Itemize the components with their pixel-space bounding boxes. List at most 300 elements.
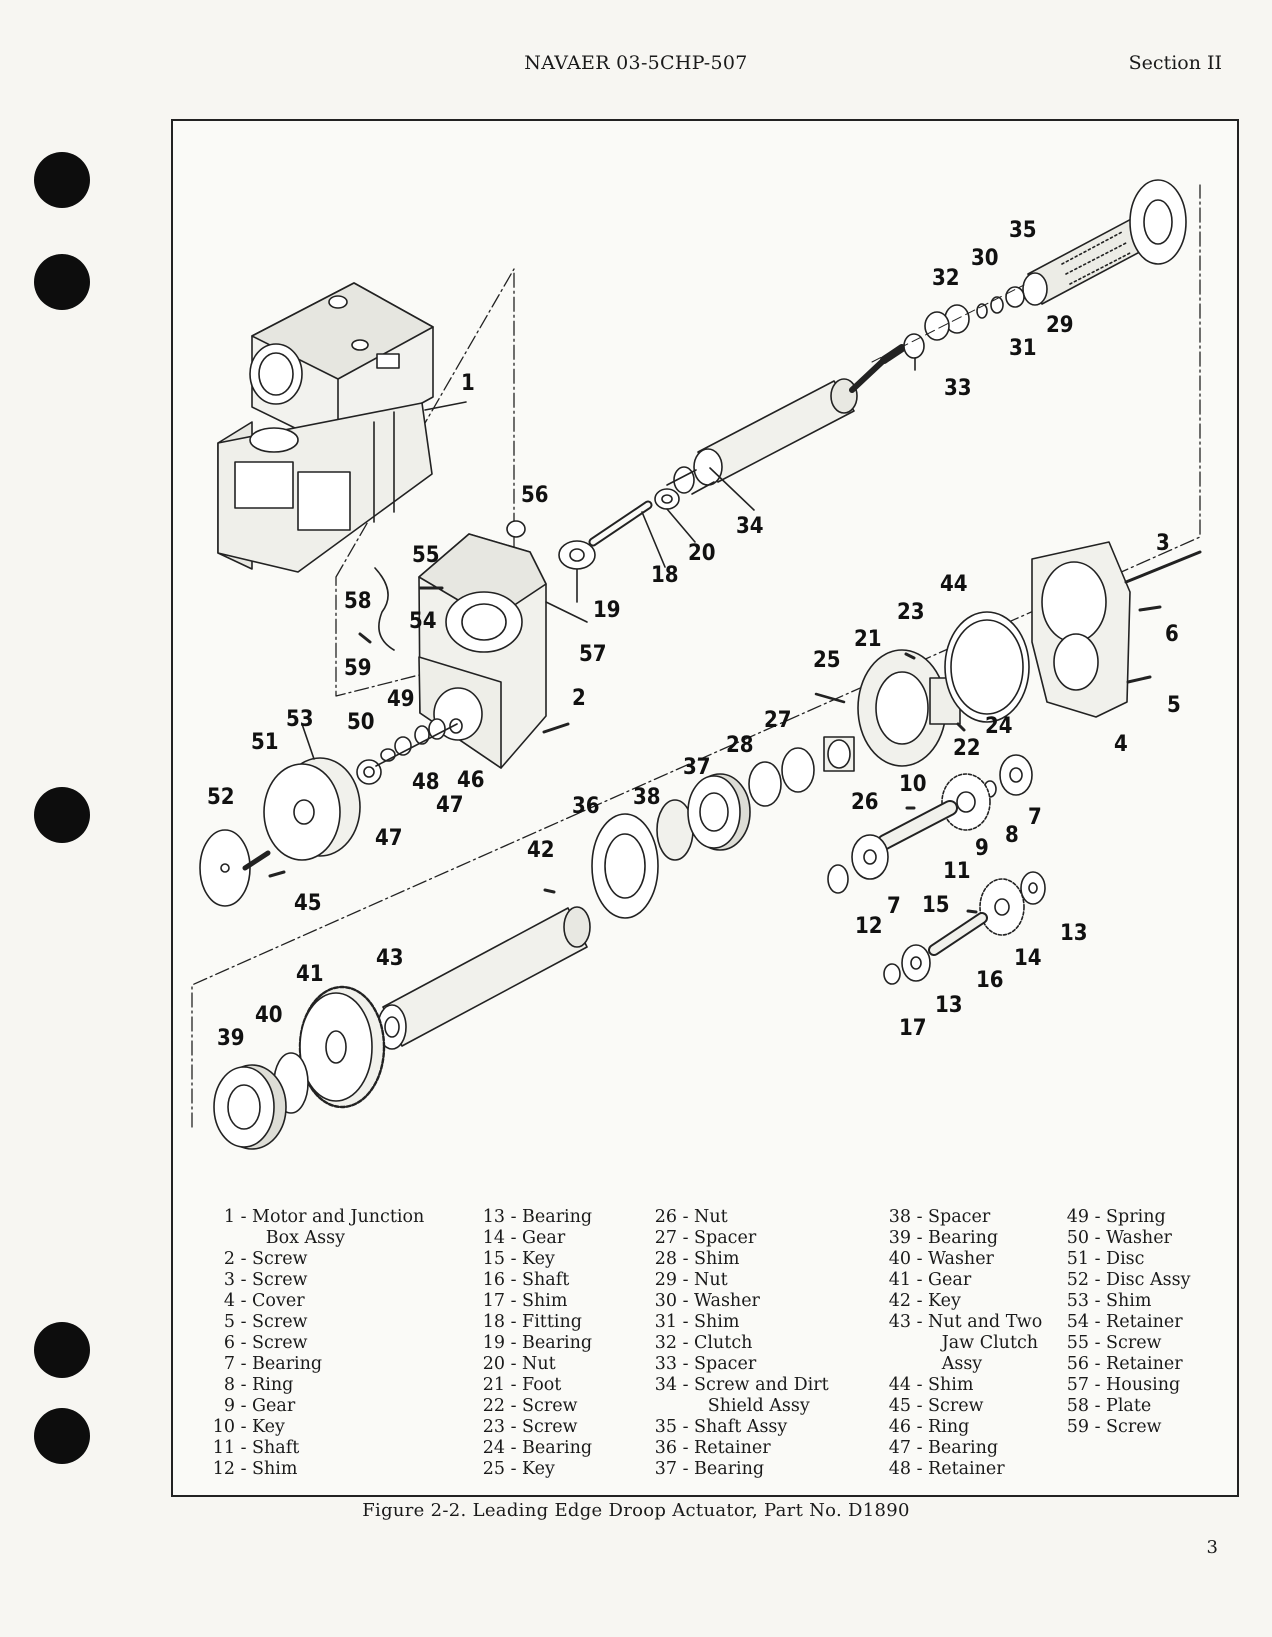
legend-item (205, 1333, 424, 1354)
legend-item-number: 6 (223, 1333, 235, 1353)
legend-item-name: Screw (252, 1333, 308, 1353)
legend-item (475, 1438, 592, 1459)
legend-item-number: 51 (1066, 1249, 1089, 1269)
legend-item-separator: - (1089, 1333, 1107, 1353)
legend-item-number: 32 (654, 1333, 677, 1353)
legend-item-name: Shaft Assy (694, 1417, 788, 1437)
shim-28 (749, 762, 781, 806)
legend-item-separator: - (235, 1459, 253, 1479)
legend-item-number: 25 (482, 1459, 505, 1479)
legend-item-separator: - (235, 1291, 253, 1311)
legend-item-number: 55 (1066, 1333, 1089, 1353)
legend-item (647, 1312, 829, 1333)
legend-item-number: 46 (888, 1417, 911, 1437)
callout-23: 23 (897, 600, 925, 625)
page-number: 3 (1206, 1537, 1218, 1558)
legend-item-number: 19 (482, 1333, 505, 1353)
callout-9: 9 (975, 836, 989, 861)
legend-item (1059, 1249, 1191, 1270)
figure-caption: Figure 2-2. Leading Edge Droop Actuator, Part No. D1890 (362, 1500, 910, 1521)
legend-item-separator: - (677, 1459, 695, 1479)
legend-item-separator: - (235, 1438, 253, 1458)
spacer-27 (782, 748, 814, 792)
callout-3: 3 (1156, 531, 1170, 556)
legend-item-name: Spacer (928, 1207, 991, 1227)
legend-item (881, 1354, 1042, 1375)
callout-14: 14 (1014, 946, 1042, 971)
figure-frame (171, 119, 1239, 1497)
legend-item-separator: - (1089, 1249, 1107, 1269)
legend-item-separator (677, 1396, 694, 1416)
legend-item-name: Plate (1106, 1396, 1152, 1416)
binder-hole (34, 1408, 90, 1464)
legend-item-number: 12 (212, 1459, 235, 1479)
legend-item (475, 1417, 592, 1438)
legend-item-number: 42 (888, 1291, 911, 1311)
callout-13-upper: 13 (1060, 921, 1088, 946)
legend-item (1059, 1375, 1191, 1396)
legend-item-number: 20 (482, 1354, 505, 1374)
legend-item (647, 1459, 829, 1480)
legend-item-name: Ring (928, 1417, 970, 1437)
legend-item (647, 1333, 829, 1354)
legend-item-name: Jaw Clutch (941, 1333, 1039, 1353)
legend-item-number: 30 (654, 1291, 677, 1311)
callout-47-right: 47 (375, 826, 403, 851)
callout-45: 45 (294, 891, 322, 916)
legend-item-number: 23 (482, 1417, 505, 1437)
legend-item-number: 50 (1066, 1228, 1089, 1248)
legend-item (205, 1291, 424, 1312)
legend-item (205, 1438, 424, 1459)
callout-29: 29 (1046, 313, 1074, 338)
legend-item-name: Spring (1106, 1207, 1166, 1227)
callout-58: 58 (344, 589, 372, 614)
legend-item-number: 5 (223, 1312, 235, 1332)
legend-item (205, 1270, 424, 1291)
jaw-clutch-assy-43 (378, 907, 590, 1049)
legend-item (881, 1396, 1042, 1417)
legend-item-name: Screw (1106, 1417, 1162, 1437)
legend-item-name: Screw (252, 1249, 308, 1269)
retainer-36 (592, 814, 658, 918)
legend-item-name: Bearing (694, 1459, 765, 1479)
legend-item-separator: - (677, 1417, 695, 1437)
legend-item-separator: - (911, 1207, 929, 1227)
legend-item-number: 9 (223, 1396, 235, 1416)
legend-item-name: Key (928, 1291, 961, 1311)
legend-item-name: Screw and Dirt (694, 1375, 829, 1395)
binder-hole (34, 254, 90, 310)
legend-item-name: Washer (1106, 1228, 1172, 1248)
legend-item (1059, 1312, 1191, 1333)
callout-56: 56 (521, 483, 549, 508)
legend-item-number: 41 (888, 1270, 911, 1290)
legend-item-number: 8 (223, 1375, 235, 1395)
legend-item-separator (911, 1333, 928, 1353)
callout-25: 25 (813, 648, 841, 673)
legend-item (475, 1375, 592, 1396)
screw-dirt-shield-assy (667, 348, 902, 494)
legend-item-separator: - (505, 1417, 523, 1437)
legend-item-name: Nut (694, 1207, 728, 1227)
legend-item-separator: - (911, 1228, 929, 1248)
legend-item-name: Housing (1106, 1375, 1181, 1395)
legend-item-number: 59 (1066, 1417, 1089, 1437)
legend-item (205, 1417, 424, 1438)
legend-item-separator: - (911, 1396, 929, 1416)
legend-item-name: Screw (252, 1312, 308, 1332)
legend-item-number: 16 (482, 1270, 505, 1290)
callout-21: 21 (854, 627, 882, 652)
legend-item-name: Bearing (522, 1438, 593, 1458)
callout-13-lower: 13 (935, 993, 963, 1018)
callout-49: 49 (387, 687, 415, 712)
legend-item-separator: - (1089, 1396, 1107, 1416)
binder-hole (34, 787, 90, 843)
callout-31: 31 (1009, 336, 1037, 361)
legend-item (1059, 1291, 1191, 1312)
legend-item-name: Retainer (1106, 1354, 1183, 1374)
legend-item-name: Disc (1106, 1249, 1145, 1269)
legend-item-separator: - (911, 1417, 929, 1437)
legend-item (647, 1417, 829, 1438)
legend-item-separator: - (235, 1375, 253, 1395)
callout-20: 20 (688, 541, 716, 566)
legend-item-number: 3 (223, 1270, 235, 1290)
legend-item-number: 15 (482, 1249, 505, 1269)
legend-item-separator: - (677, 1312, 695, 1332)
callout-34: 34 (736, 514, 764, 539)
shim-17 (884, 964, 900, 984)
legend-item-number: 56 (1066, 1354, 1089, 1374)
callout-47-left: 47 (436, 793, 464, 818)
legend-item-number: 31 (654, 1312, 677, 1332)
legend-item-number: 17 (482, 1291, 505, 1311)
nut-20 (655, 489, 679, 509)
shim-44 (945, 612, 1029, 722)
legend-item-separator: - (677, 1249, 695, 1269)
legend-item-name: Shim (522, 1291, 568, 1311)
legend-item (881, 1333, 1042, 1354)
legend-item (881, 1270, 1042, 1291)
bearing-37 (688, 774, 750, 850)
legend-item (205, 1459, 424, 1480)
legend-item-name: Gear (522, 1228, 566, 1248)
plate-58 (375, 568, 394, 650)
callout-24: 24 (985, 714, 1013, 739)
legend-item-name: Disc Assy (1106, 1270, 1191, 1290)
legend-item-name: Fitting (522, 1312, 582, 1332)
screw-6 (1140, 607, 1160, 610)
legend-item-separator: - (677, 1354, 695, 1374)
legend-item-name: Shaft (522, 1270, 570, 1290)
legend-item-number: 10 (212, 1417, 235, 1437)
legend-item-name: Shim (1106, 1291, 1152, 1311)
callout-7-upper: 7 (1028, 805, 1042, 830)
legend-item (205, 1396, 424, 1417)
callout-1: 1 (461, 371, 475, 396)
legend-item-number: 58 (1066, 1396, 1089, 1416)
callout-22: 22 (953, 736, 981, 761)
callout-36: 36 (572, 794, 600, 819)
callout-19: 19 (593, 598, 621, 623)
legend-item-separator: - (235, 1396, 253, 1416)
callout-30: 30 (971, 246, 999, 271)
legend-item-name: Shim (694, 1249, 740, 1269)
legend-item (205, 1312, 424, 1333)
callout-27: 27 (764, 708, 792, 733)
callout-32: 32 (932, 266, 960, 291)
legend-item-number: 39 (888, 1228, 911, 1248)
legend-item (475, 1354, 592, 1375)
legend-item-separator: - (235, 1417, 253, 1437)
legend-item (1059, 1270, 1191, 1291)
legend-item-number: 21 (482, 1375, 505, 1395)
callout-17: 17 (899, 1016, 927, 1041)
legend-item-number: 28 (654, 1249, 677, 1269)
screw-59 (360, 634, 370, 642)
legend-item-number: 24 (482, 1438, 505, 1458)
callout-52: 52 (207, 785, 235, 810)
callout-10: 10 (899, 772, 927, 797)
bearing-7-lower (852, 835, 888, 879)
legend-item-name: Washer (694, 1291, 760, 1311)
legend-item (881, 1291, 1042, 1312)
callout-2: 2 (572, 686, 586, 711)
legend-item (475, 1270, 592, 1291)
legend-item-name: Shim (928, 1375, 974, 1395)
callout-41: 41 (296, 962, 324, 987)
callout-59: 59 (344, 656, 372, 681)
legend-item-separator: - (505, 1438, 523, 1458)
legend-item-number: 13 (482, 1207, 505, 1227)
legend-item-number: 29 (654, 1270, 677, 1290)
callout-12: 12 (855, 914, 883, 939)
document-number: NAVAER 03-5CHP-507 (524, 52, 748, 74)
legend-item-number: 40 (888, 1249, 911, 1269)
legend-item-separator: - (677, 1291, 695, 1311)
legend-item-number: 57 (1066, 1375, 1089, 1395)
legend-item-separator: - (505, 1375, 523, 1395)
legend-item-name: Gear (252, 1396, 296, 1416)
legend-item-name: Spacer (694, 1354, 757, 1374)
legend-item-number: 35 (654, 1417, 677, 1437)
binder-hole (34, 1322, 90, 1378)
callout-57: 57 (579, 642, 607, 667)
legend-item (205, 1354, 424, 1375)
legend-item-separator: - (1089, 1354, 1107, 1374)
legend-item (647, 1396, 829, 1417)
legend-item-name: Ring (252, 1375, 294, 1395)
callout-33: 33 (944, 376, 972, 401)
callout-6: 6 (1165, 622, 1179, 647)
screw-3 (1126, 552, 1200, 582)
key-15 (968, 911, 976, 912)
legend-item-separator: - (505, 1396, 523, 1416)
key-42 (545, 890, 554, 892)
legend-item-separator: - (505, 1207, 523, 1227)
callout-38: 38 (633, 785, 661, 810)
clutch-32 (925, 305, 969, 340)
legend-item (205, 1207, 424, 1228)
legend-item-number: 1 (223, 1207, 235, 1227)
legend-item-name: Shaft (252, 1438, 300, 1458)
legend-item-separator: - (677, 1207, 695, 1227)
legend-item-separator: - (911, 1438, 929, 1458)
retainer-56 (507, 521, 525, 537)
legend-item (881, 1207, 1042, 1228)
legend-item (881, 1417, 1042, 1438)
callout-11: 11 (943, 859, 971, 884)
parts-legend (193, 1207, 1223, 1479)
legend-item (1059, 1396, 1191, 1417)
legend-item-number: 45 (888, 1396, 911, 1416)
gear-14 (980, 879, 1024, 935)
legend-item-name: Retainer (1106, 1312, 1183, 1332)
legend-item (647, 1354, 829, 1375)
legend-item-name: Bearing (252, 1354, 323, 1374)
legend-item-separator: - (1089, 1291, 1107, 1311)
legend-item-separator: - (677, 1270, 695, 1290)
legend-item-number: 34 (654, 1375, 677, 1395)
legend-item-name: Key (522, 1249, 555, 1269)
legend-item-number: 44 (888, 1375, 911, 1395)
legend-item (881, 1249, 1042, 1270)
legend-item-separator: - (505, 1459, 523, 1479)
legend-item-separator: - (911, 1291, 929, 1311)
legend-item (1059, 1207, 1191, 1228)
fitting-18 (559, 505, 648, 569)
callout-15: 15 (922, 893, 950, 918)
legend-item-separator: - (677, 1438, 695, 1458)
callout-4: 4 (1114, 732, 1128, 757)
nut-26 (824, 737, 854, 771)
legend-item-number: 36 (654, 1438, 677, 1458)
callout-44: 44 (940, 572, 968, 597)
bearing-39 (214, 1065, 286, 1149)
legend-item-separator: - (505, 1270, 523, 1290)
legend-item-separator (235, 1228, 252, 1248)
legend-item-name: Screw (928, 1396, 984, 1416)
legend-item-name: Bearing (928, 1228, 999, 1248)
legend-item (647, 1270, 829, 1291)
legend-item-number: 22 (482, 1396, 505, 1416)
legend-item-number: 37 (654, 1459, 677, 1479)
screw-2 (544, 724, 568, 732)
legend-item-separator: - (1089, 1312, 1107, 1332)
legend-item (475, 1291, 592, 1312)
legend-item-name: Shim (252, 1459, 298, 1479)
legend-item-separator: - (677, 1228, 695, 1248)
legend-item-name: Gear (928, 1270, 972, 1290)
legend-item-name: Bearing (928, 1438, 999, 1458)
legend-item-number: 54 (1066, 1312, 1089, 1332)
legend-item-separator: - (505, 1291, 523, 1311)
legend-item-separator: - (911, 1270, 929, 1290)
legend-item-number: 27 (654, 1228, 677, 1248)
legend-item-number: 26 (654, 1207, 677, 1227)
legend-item-name: Spacer (694, 1228, 757, 1248)
legend-item-separator: - (505, 1228, 523, 1248)
legend-item-name: Bearing (522, 1333, 593, 1353)
legend-item-separator: - (1089, 1375, 1107, 1395)
legend-item-separator: - (235, 1333, 253, 1353)
callout-40: 40 (255, 1003, 283, 1028)
callout-8: 8 (1005, 823, 1019, 848)
legend-item-separator: - (235, 1312, 253, 1332)
motor-junction-box (218, 283, 466, 572)
legend-item-name: Motor and Junction (252, 1207, 425, 1227)
callout-7-lower: 7 (887, 894, 901, 919)
legend-column-1 (205, 1207, 424, 1480)
disc-assy-52 (200, 830, 268, 906)
legend-item (881, 1438, 1042, 1459)
legend-item-name: Box Assy (265, 1228, 346, 1248)
legend-item-separator: - (677, 1375, 695, 1395)
legend-column-5 (1059, 1207, 1191, 1438)
legend-column-3 (647, 1207, 829, 1480)
callout-39: 39 (217, 1026, 245, 1051)
callout-50: 50 (347, 710, 375, 735)
legend-item-name: Clutch (694, 1333, 753, 1353)
legend-item (205, 1228, 424, 1249)
legend-item (881, 1228, 1042, 1249)
legend-item-name: Nut (694, 1270, 728, 1290)
legend-item-separator: - (1089, 1207, 1107, 1227)
legend-item (647, 1228, 829, 1249)
legend-item-name: Screw (252, 1270, 308, 1290)
legend-item-name: Shield Assy (707, 1396, 810, 1416)
callout-42: 42 (527, 838, 555, 863)
legend-item-number: 14 (482, 1228, 505, 1248)
callout-5: 5 (1167, 693, 1181, 718)
callout-55: 55 (412, 543, 440, 568)
legend-item-separator: - (505, 1333, 523, 1353)
legend-item-name: Shim (694, 1312, 740, 1332)
legend-item (647, 1207, 829, 1228)
legend-item (647, 1249, 829, 1270)
legend-item-number: 18 (482, 1312, 505, 1332)
legend-item (1059, 1417, 1191, 1438)
legend-item-separator (911, 1354, 928, 1374)
legend-item (475, 1249, 592, 1270)
legend-item (881, 1459, 1042, 1480)
legend-item (1059, 1228, 1191, 1249)
bearing-13-lower (902, 945, 930, 981)
legend-item-separator: - (505, 1354, 523, 1374)
legend-item-number: 43 (888, 1312, 911, 1332)
legend-item-separator: - (505, 1249, 523, 1269)
legend-item-separator: - (235, 1207, 253, 1227)
bearing-13-upper (1021, 872, 1045, 904)
legend-item (205, 1249, 424, 1270)
legend-item (881, 1312, 1042, 1333)
legend-item-name: Retainer (694, 1438, 771, 1458)
legend-item (1059, 1333, 1191, 1354)
legend-item-separator: - (1089, 1417, 1107, 1437)
legend-item-name: Screw (522, 1396, 578, 1416)
legend-item-separator: - (911, 1375, 929, 1395)
legend-item-separator: - (235, 1270, 253, 1290)
legend-item (475, 1312, 592, 1333)
legend-item-separator: - (235, 1354, 253, 1374)
legend-item (881, 1375, 1042, 1396)
legend-item (475, 1459, 592, 1480)
callout-43: 43 (376, 946, 404, 971)
legend-item-number: 11 (212, 1438, 235, 1458)
legend-item-name: Bearing (522, 1207, 593, 1227)
